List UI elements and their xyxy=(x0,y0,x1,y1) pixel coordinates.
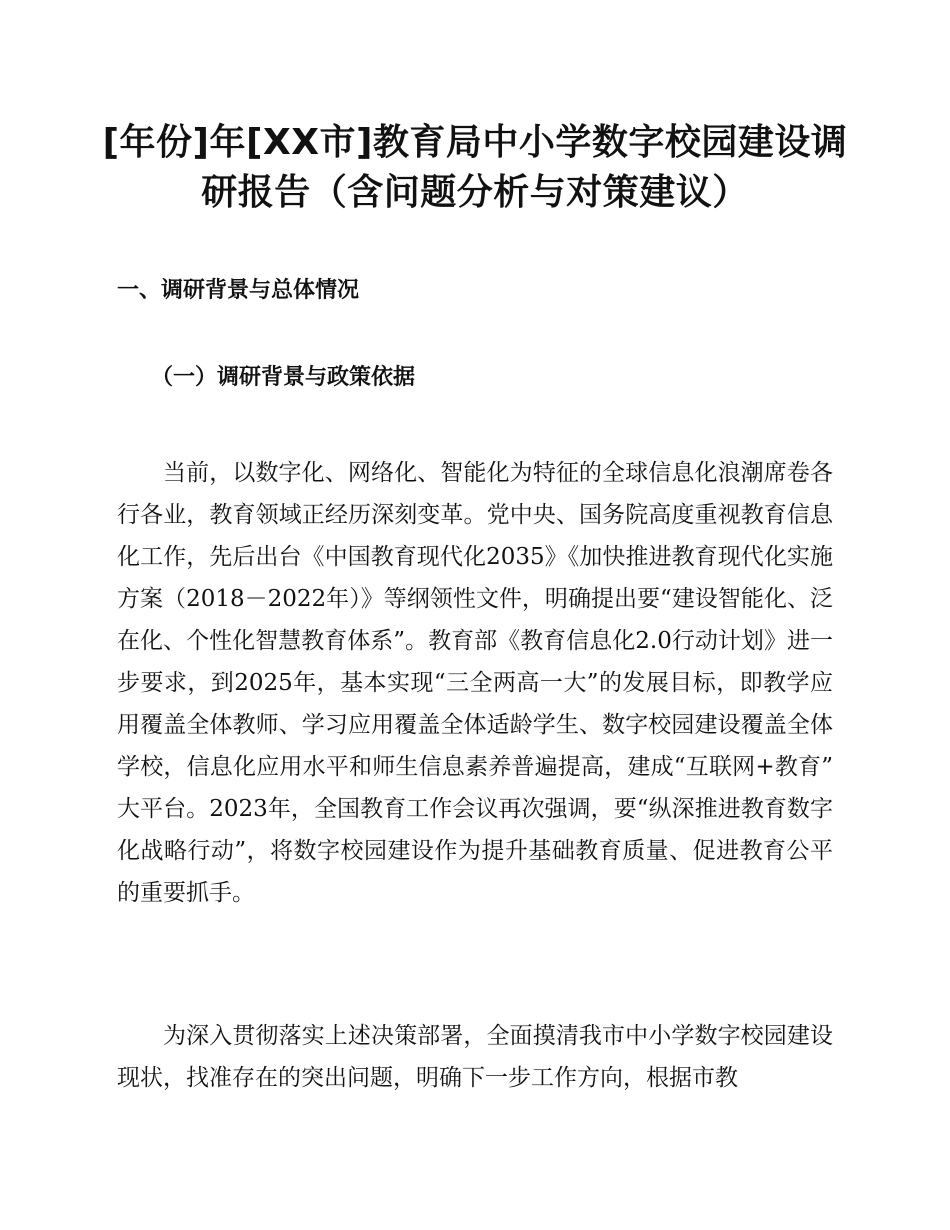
document-title: [年份]年[XX市]教育局中小学数字校园建设调研报告（含问题分析与对策建议） xyxy=(102,122,848,213)
body-paragraph: 为深入贯彻落实上述决策部署，全面摸清我市中小学数字校园建设现状，找准存在的突出问题，明确下一步工作方向，根据市教 xyxy=(117,1023,833,1091)
subsection-heading: （一）调研背景与政策依据 xyxy=(151,365,416,390)
section-heading: 一、调研背景与总体情况 xyxy=(117,278,360,303)
body-paragraph: 当前，以数字化、网络化、智能化为特征的全球信息化浪潮席卷各行各业，教育领域正经历深刻变革。党中央、国务院高度重视教育信息化工作，先后出台《中国教育现代化2035》《加快推进教育现代化实施方案（2018－2022年）》等纲领性文件，明确提出要“建设智能化、泛在化、个性化智慧教育体系”。教育部《教育信息化2.0行动计划》进一步要求，到2025年，基本实现“三全两高一大”的发展目标，即教学应用覆盖全体教师、学习应用覆盖全体适龄学生、数字校园建设覆盖全体学校，信息化应用水平和师生信息素养普遍提高，建成“互联网+教育”大平台。2023年，全国教育工作会议再次强调，要“纵深推进教育数字化战略行动”，将数字校园建设作为提升基础教育质量、促进教育公平的重要抓手。 xyxy=(117,460,833,906)
